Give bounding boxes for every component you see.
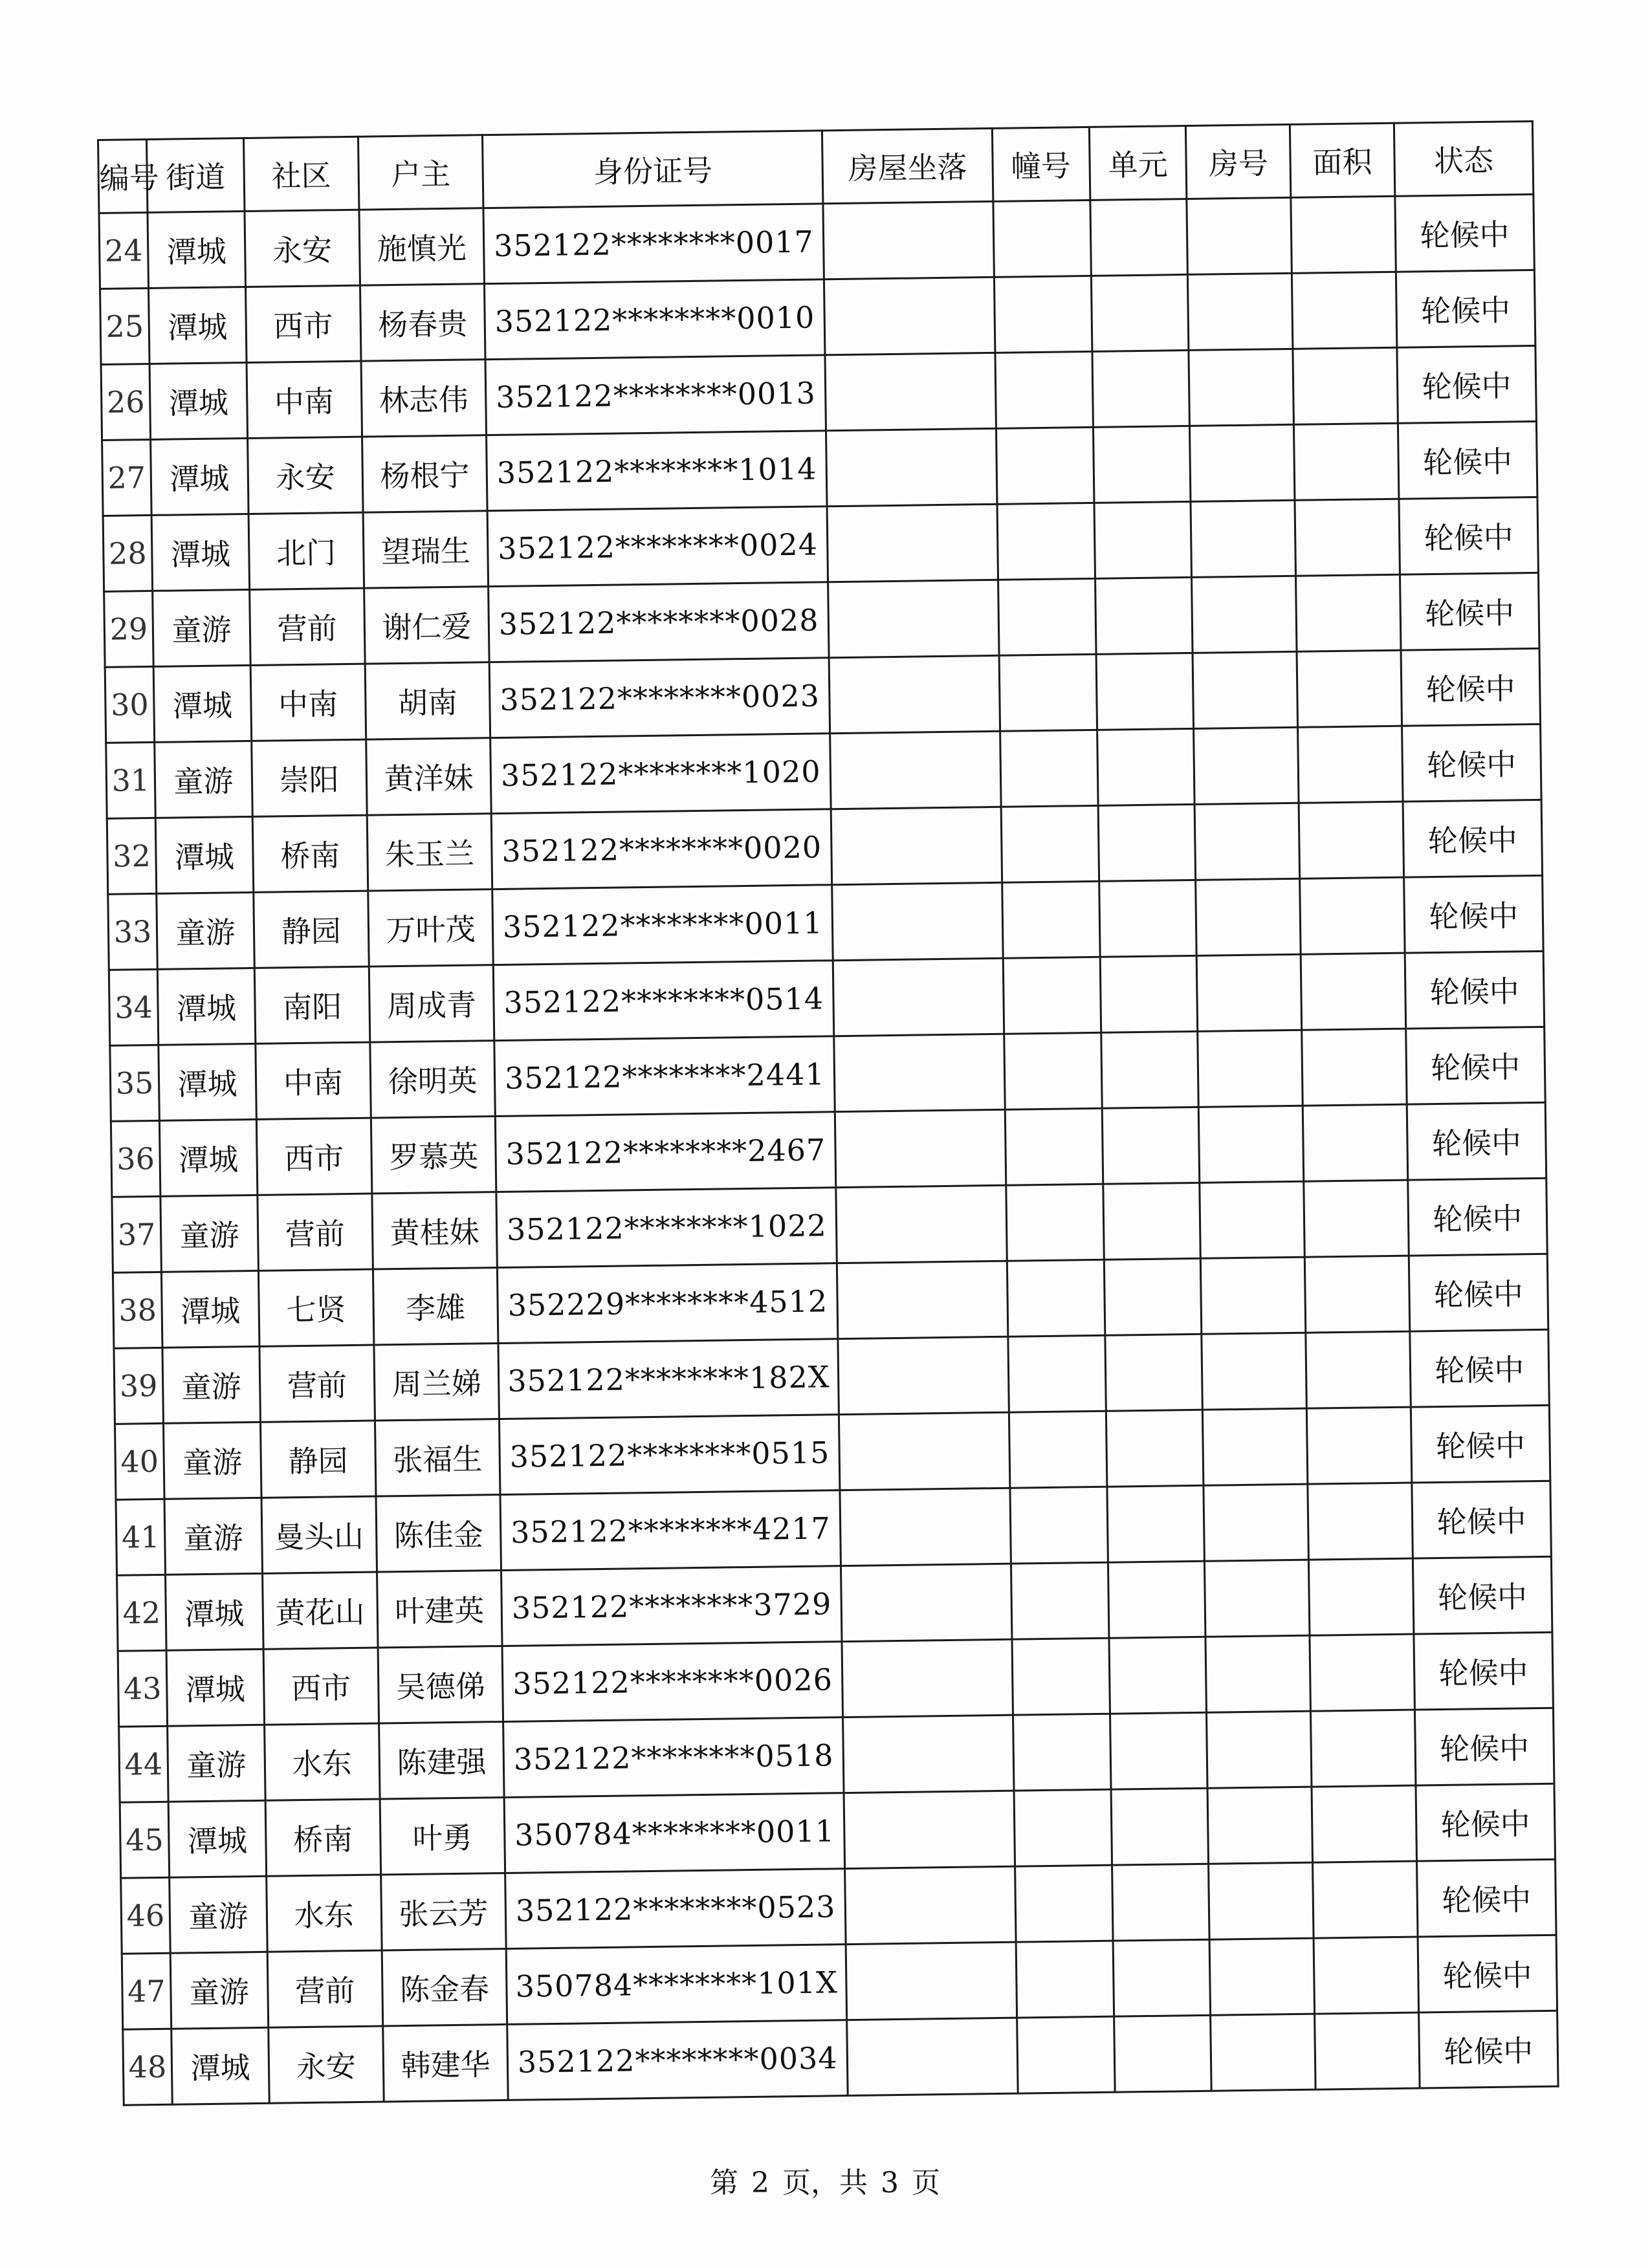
cell-status: 轮候中 [1416, 1859, 1556, 1937]
cell-room [1205, 1635, 1310, 1712]
cell-building [1015, 1865, 1112, 1942]
cell-building [1013, 1714, 1110, 1791]
header-community: 社区 [243, 136, 358, 211]
cell-building [1009, 1411, 1106, 1488]
cell-status: 轮候中 [1410, 1329, 1550, 1407]
cell-id-number: 352122********1014 [487, 431, 827, 511]
cell-area [1315, 2012, 1420, 2089]
cell-status: 轮候中 [1398, 421, 1537, 499]
cell-room [1207, 1711, 1312, 1788]
cell-unit [1091, 274, 1189, 351]
cell-location [830, 731, 1001, 809]
cell-status: 轮候中 [1405, 1027, 1545, 1104]
cell-id-number: 350784********0011 [504, 1793, 844, 1873]
cell-area [1310, 1634, 1414, 1711]
cell-area [1301, 953, 1405, 1030]
cell-community: 水东 [267, 1875, 382, 1952]
cell-unit [1092, 350, 1189, 427]
cell-community: 桥南 [265, 1799, 380, 1876]
cell-street: 童游 [170, 1952, 268, 2029]
cell-unit [1101, 1031, 1198, 1108]
cell-number: 28 [103, 515, 152, 591]
cell-community: 黄花山 [262, 1572, 377, 1649]
cell-community: 永安 [247, 437, 362, 514]
cell-id-number: 352122********0515 [500, 1415, 840, 1495]
cell-number: 32 [107, 818, 156, 894]
cell-street: 潭城 [148, 287, 246, 364]
cell-id-number: 352122********0523 [505, 1869, 846, 1949]
cell-building [1002, 881, 1099, 958]
cell-street: 潭城 [153, 665, 251, 742]
cell-area [1309, 1558, 1414, 1635]
cell-owner: 罗慕英 [371, 1117, 496, 1194]
cell-location [839, 1412, 1010, 1490]
cell-unit [1110, 1712, 1207, 1789]
cell-number: 31 [106, 742, 155, 818]
cell-community: 西市 [245, 285, 360, 362]
cell-community: 营前 [267, 1950, 382, 2027]
cell-area [1312, 1785, 1416, 1862]
cell-unit [1105, 1334, 1202, 1411]
cell-building [995, 351, 1093, 428]
cell-status: 轮候中 [1401, 648, 1541, 726]
cell-number: 34 [109, 969, 158, 1045]
cell-location [827, 504, 998, 582]
cell-area [1314, 1937, 1418, 2014]
cell-owner: 万叶茂 [368, 889, 493, 967]
cell-owner: 李雄 [373, 1268, 498, 1346]
cell-owner: 杨根宁 [362, 435, 487, 513]
cell-owner: 陈佳金 [376, 1495, 501, 1573]
cell-room [1207, 1787, 1312, 1864]
cell-building [1000, 730, 1097, 807]
cell-location [831, 807, 1002, 884]
cell-status: 轮候中 [1414, 1632, 1554, 1710]
cell-room [1203, 1408, 1308, 1485]
cell-building [1004, 1032, 1101, 1109]
header-status: 状态 [1394, 121, 1534, 196]
cell-id-number: 352122********0514 [494, 961, 834, 1041]
header-owner: 户主 [358, 135, 483, 210]
cell-location [826, 428, 997, 506]
cell-building [993, 200, 1090, 277]
cell-owner: 叶建英 [377, 1571, 502, 1648]
cell-id-number: 352122********0010 [485, 279, 825, 360]
cell-number: 46 [121, 1877, 170, 1954]
cell-area [1295, 499, 1400, 576]
cell-area [1304, 1180, 1409, 1257]
cell-status: 轮候中 [1416, 1783, 1556, 1861]
cell-owner: 叶勇 [380, 1797, 505, 1875]
cell-location [835, 1109, 1006, 1187]
cell-community: 南阳 [254, 966, 369, 1043]
cell-unit [1099, 880, 1196, 957]
cell-community: 营前 [250, 588, 365, 665]
cell-id-number: 352122********1020 [490, 734, 831, 814]
cell-street: 潭城 [171, 2027, 269, 2104]
cell-number: 26 [101, 364, 150, 440]
cell-number: 30 [105, 666, 154, 743]
cell-owner: 周成青 [369, 965, 494, 1043]
cell-status: 轮候中 [1400, 572, 1539, 650]
cell-unit [1111, 1788, 1209, 1865]
cell-room [1209, 1862, 1314, 1939]
cell-room [1196, 878, 1301, 955]
cell-id-number: 352122********0024 [487, 507, 828, 587]
cell-owner: 陈建强 [379, 1721, 504, 1799]
cell-building [996, 427, 1094, 504]
cell-street: 童游 [155, 741, 252, 818]
cell-location [823, 201, 994, 279]
cell-area [1302, 1029, 1407, 1106]
cell-owner: 周兰娣 [374, 1344, 500, 1421]
cell-area [1291, 196, 1396, 273]
cell-status: 轮候中 [1409, 1254, 1548, 1331]
cell-community: 中南 [247, 361, 362, 438]
cell-room [1198, 1030, 1303, 1107]
page-footer: 第 2 页，共 3 页 [710, 2166, 940, 2199]
header-unit: 单元 [1089, 125, 1187, 200]
cell-building [1001, 805, 1099, 882]
cell-status: 轮候中 [1418, 1935, 1557, 2012]
cell-number: 43 [118, 1650, 167, 1727]
cell-community: 崇阳 [252, 739, 367, 816]
cell-unit [1096, 653, 1194, 730]
cell-building [1014, 1789, 1112, 1866]
cell-area [1300, 877, 1405, 954]
cell-community: 中南 [256, 1042, 371, 1119]
cell-unit [1102, 1107, 1200, 1184]
cell-building [1007, 1335, 1105, 1412]
cell-unit [1100, 955, 1198, 1032]
cell-community: 西市 [263, 1648, 379, 1725]
cell-number: 40 [115, 1423, 164, 1499]
cell-status: 轮候中 [1396, 270, 1535, 347]
cell-room [1200, 1181, 1304, 1258]
cell-id-number: 352229********4512 [498, 1263, 838, 1344]
cell-area [1303, 1104, 1407, 1181]
cell-id-number: 352122********0518 [503, 1717, 844, 1798]
cell-building [1012, 1638, 1110, 1715]
cell-street: 童游 [164, 1498, 262, 1575]
cell-room [1211, 2014, 1315, 2091]
cell-number: 25 [100, 288, 149, 364]
header-number: 编号 [98, 139, 148, 213]
cell-street: 潭城 [159, 1043, 256, 1120]
cell-status: 轮候中 [1407, 1178, 1547, 1256]
cell-id-number: 352122********0020 [492, 809, 832, 889]
cell-number: 33 [108, 893, 157, 970]
cell-unit [1113, 1939, 1211, 2016]
header-room: 房号 [1186, 124, 1291, 199]
cell-community: 永安 [269, 2026, 384, 2103]
cell-location [840, 1488, 1011, 1565]
cell-street: 潭城 [155, 816, 253, 893]
cell-number: 38 [113, 1272, 162, 1348]
cell-owner: 黄桂妹 [371, 1192, 497, 1270]
cell-status: 轮候中 [1397, 345, 1537, 423]
cell-room [1194, 727, 1299, 804]
header-location: 房屋坐落 [822, 128, 993, 203]
cell-area [1313, 1861, 1418, 1938]
cell-unit [1114, 2015, 1211, 2092]
cell-street: 潭城 [151, 514, 249, 591]
cell-street: 潭城 [148, 212, 245, 289]
cell-street: 潭城 [161, 1270, 259, 1347]
cell-location [829, 655, 1000, 733]
cell-street: 潭城 [166, 1649, 264, 1726]
cell-community: 永安 [245, 210, 360, 287]
header-id-number: 身份证号 [483, 131, 823, 208]
cell-status: 轮候中 [1403, 875, 1543, 953]
cell-id-number: 352122********1022 [496, 1188, 837, 1268]
cell-building [997, 503, 1095, 580]
cell-street: 潭城 [151, 438, 248, 515]
cell-location [833, 958, 1004, 1036]
header-building: 幢号 [992, 127, 1090, 201]
cell-status: 轮候中 [1418, 2011, 1558, 2088]
cell-building [1006, 1184, 1103, 1261]
cell-unit [1093, 426, 1191, 503]
cell-street: 童游 [168, 1725, 265, 1802]
cell-area [1298, 726, 1403, 803]
cell-area [1306, 1407, 1411, 1484]
cell-community: 西市 [256, 1118, 371, 1195]
cell-id-number: 352122********0023 [490, 658, 830, 738]
cell-location [846, 1942, 1017, 2020]
cell-location [844, 1791, 1015, 1868]
cell-owner: 杨春贵 [360, 284, 485, 362]
cell-id-number: 352122********0017 [483, 204, 824, 284]
cell-id-number: 352122********0034 [507, 2020, 848, 2100]
cell-building [1011, 1562, 1108, 1639]
cell-area [1293, 347, 1398, 424]
cell-status: 轮候中 [1413, 1556, 1552, 1634]
cell-number: 45 [120, 1802, 169, 1878]
cell-area [1294, 423, 1399, 500]
cell-id-number: 352122********0028 [489, 582, 829, 662]
cell-id-number: 350784********101X [507, 1945, 847, 2025]
cell-street: 潭城 [149, 363, 247, 440]
cell-status: 轮候中 [1414, 1708, 1554, 1785]
cell-area [1296, 574, 1401, 651]
cell-id-number: 352122********0013 [485, 355, 826, 435]
cell-room [1201, 1257, 1306, 1334]
cell-id-number: 352122********4217 [500, 1490, 841, 1571]
cell-community: 桥南 [252, 815, 368, 892]
table-body [99, 194, 1558, 2105]
cell-community: 七贤 [258, 1269, 373, 1346]
cell-number: 24 [99, 212, 148, 289]
cell-owner: 张云芳 [380, 1873, 506, 1950]
cell-id-number: 352122********0026 [502, 1642, 842, 1722]
cell-room [1202, 1333, 1306, 1410]
cell-owner: 胡南 [365, 662, 490, 740]
cell-building [1016, 1941, 1114, 2018]
cell-status: 轮候中 [1399, 497, 1539, 574]
cell-owner: 谢仁爱 [364, 587, 489, 664]
cell-unit [1090, 199, 1187, 276]
cell-unit [1106, 1410, 1204, 1487]
cell-number: 36 [111, 1120, 160, 1197]
cell-street: 潭城 [168, 1800, 266, 1877]
cell-location [843, 1715, 1014, 1793]
cell-street: 童游 [160, 1195, 258, 1272]
cell-building [1017, 2016, 1114, 2093]
cell-community: 营前 [259, 1345, 375, 1422]
cell-owner: 林志伟 [361, 360, 487, 437]
cell-location [828, 580, 999, 657]
cell-building [1007, 1259, 1105, 1336]
cell-number: 48 [123, 2029, 172, 2105]
cell-street: 潭城 [159, 1119, 257, 1196]
header-area: 面积 [1290, 123, 1394, 197]
cell-unit [1108, 1561, 1205, 1638]
cell-street: 童游 [157, 892, 254, 969]
header-street: 街道 [146, 138, 244, 213]
cell-area [1299, 801, 1403, 878]
cell-community: 静园 [254, 891, 369, 968]
cell-room [1191, 500, 1295, 577]
cell-street: 童游 [170, 1876, 267, 1953]
cell-number: 41 [116, 1499, 165, 1575]
cell-building [1009, 1487, 1107, 1564]
cell-status: 轮候中 [1402, 724, 1541, 801]
cell-id-number: 352122********2467 [496, 1112, 836, 1192]
cell-status: 轮候中 [1395, 194, 1535, 272]
cell-owner: 黄洋妹 [366, 738, 491, 816]
cell-unit [1094, 501, 1192, 578]
cell-community: 曼头山 [261, 1496, 377, 1573]
cell-owner: 张福生 [375, 1419, 500, 1497]
cell-status: 轮候中 [1405, 951, 1545, 1029]
cell-building [1003, 957, 1101, 1034]
cell-number: 44 [119, 1726, 168, 1802]
cell-location [842, 1639, 1013, 1717]
housing-waitlist-table [97, 120, 1559, 2106]
cell-unit [1097, 728, 1194, 805]
cell-room [1197, 954, 1302, 1031]
cell-community: 中南 [250, 664, 366, 741]
cell-building [999, 654, 1097, 731]
cell-unit [1103, 1183, 1200, 1259]
cell-street: 潭城 [157, 968, 255, 1045]
cell-owner: 吴德俤 [378, 1646, 503, 1723]
cell-room [1192, 576, 1297, 653]
cell-area [1292, 272, 1396, 349]
cell-number: 42 [117, 1575, 166, 1651]
cell-number: 39 [114, 1347, 163, 1424]
cell-area [1297, 650, 1402, 727]
cell-number: 35 [110, 1045, 159, 1121]
cell-unit [1104, 1258, 1202, 1335]
cell-location [832, 882, 1003, 960]
cell-status: 轮候中 [1407, 1102, 1546, 1180]
cell-status: 轮候中 [1412, 1481, 1552, 1558]
cell-location [841, 1564, 1012, 1641]
cell-area [1304, 1256, 1409, 1333]
cell-location [845, 1866, 1016, 1944]
cell-status: 轮候中 [1411, 1405, 1550, 1483]
cell-location [825, 353, 996, 430]
cell-owner: 韩建华 [382, 2024, 508, 2102]
cell-location [837, 1261, 1008, 1338]
cell-area [1311, 1710, 1416, 1787]
cell-unit [1112, 1864, 1209, 1941]
table-container [97, 120, 1559, 2106]
cell-building [998, 578, 1095, 655]
cell-location [847, 2018, 1018, 2095]
cell-location [834, 1034, 1005, 1111]
cell-unit [1108, 1637, 1206, 1714]
cell-unit [1106, 1485, 1204, 1562]
cell-room [1199, 1106, 1304, 1183]
cell-owner: 望瑞生 [363, 511, 489, 589]
cell-location [838, 1336, 1009, 1414]
cell-building [1005, 1108, 1103, 1185]
cell-number: 47 [122, 1953, 171, 2029]
cell-room [1205, 1560, 1310, 1637]
cell-area [1308, 1483, 1413, 1560]
cell-owner: 陈金春 [382, 1948, 507, 2026]
cell-room [1204, 1484, 1308, 1561]
cell-street: 童游 [163, 1422, 261, 1499]
cell-owner: 朱玉兰 [367, 814, 492, 891]
cell-number: 29 [104, 591, 153, 667]
cell-building [994, 276, 1092, 353]
cell-location [836, 1185, 1007, 1263]
cell-community: 静园 [260, 1421, 375, 1498]
cell-unit [1098, 804, 1196, 881]
cell-id-number: 352122********2441 [494, 1036, 835, 1117]
cell-room [1190, 424, 1295, 501]
cell-id-number: 352122********0011 [492, 885, 833, 965]
cell-owner: 施慎光 [359, 208, 485, 286]
cell-community: 北门 [248, 512, 364, 589]
cell-id-number: 352122********3729 [501, 1566, 842, 1646]
cell-room [1187, 197, 1292, 274]
cell-unit [1095, 577, 1193, 654]
cell-area [1306, 1331, 1411, 1408]
cell-street: 潭城 [166, 1573, 263, 1650]
cell-number: 37 [112, 1196, 161, 1272]
cell-room [1195, 803, 1300, 880]
cell-location [824, 277, 995, 354]
cell-room [1210, 1938, 1315, 2015]
cell-community: 水东 [265, 1723, 380, 1800]
cell-room [1188, 273, 1293, 350]
cell-id-number: 352122********182X [498, 1339, 839, 1419]
cell-street: 童游 [153, 589, 250, 666]
cell-number: 27 [102, 439, 151, 516]
cell-status: 轮候中 [1403, 800, 1543, 877]
cell-room [1189, 349, 1293, 426]
cell-room [1193, 651, 1297, 728]
cell-community: 营前 [258, 1194, 373, 1270]
cell-street: 童游 [162, 1346, 260, 1423]
cell-owner: 徐明英 [369, 1041, 495, 1118]
